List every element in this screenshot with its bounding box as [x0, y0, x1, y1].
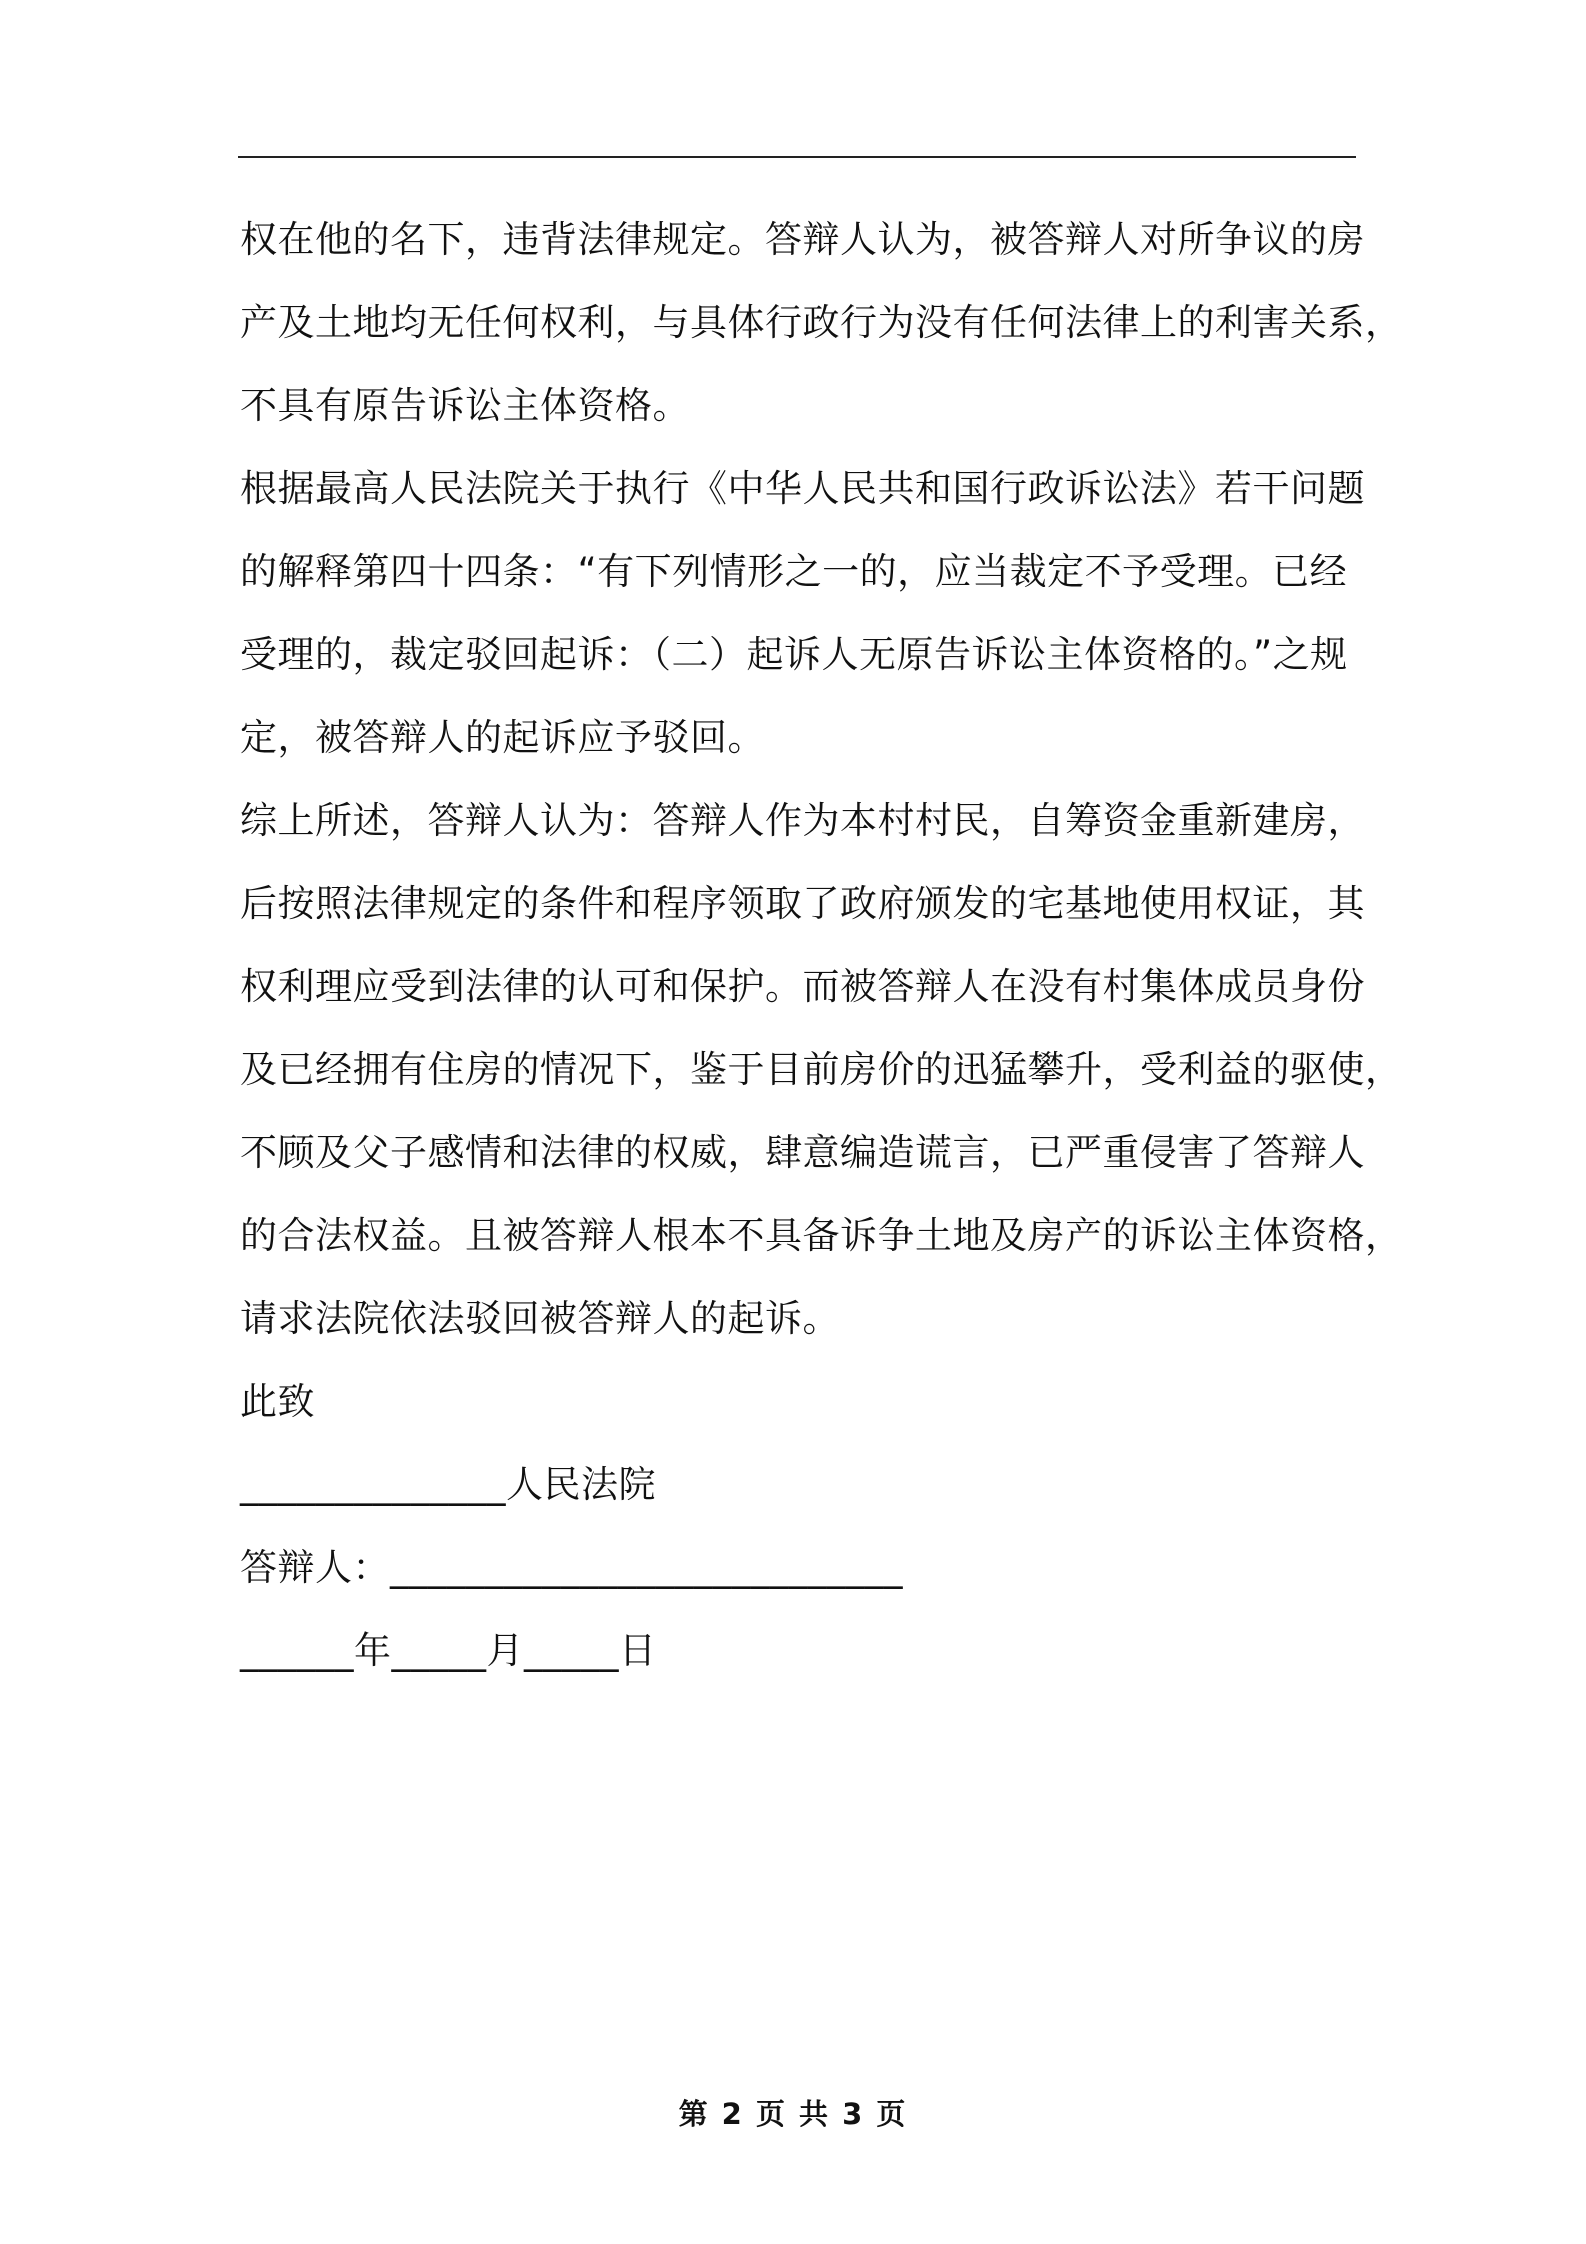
court-recipient-line: ______________人民法院 — [240, 1463, 656, 1506]
body-line: 的解释第四十四条：“有下列情形之一的，应当裁定不予受理。已经 — [240, 550, 1348, 593]
date-line: ______年_____月_____日 — [240, 1629, 657, 1672]
body-line: 受理的，裁定驳回起诉：（二）起诉人无原告诉讼主体资格的。”之规 — [240, 633, 1348, 676]
document-body — [240, 198, 1403, 1692]
body-line: 权利理应受到法律的认可和保护。而被答辩人在没有村集体成员身份 — [240, 965, 1365, 1008]
body-line: 根据最高人民法院关于执行《中华人民共和国行政诉讼法》若干问题 — [240, 467, 1365, 510]
header-rule — [238, 156, 1356, 158]
body-line: 权在他的名下，违背法律规定。答辩人认为，被答辩人对所争议的房 — [240, 218, 1365, 261]
closing-salutation: 此致 — [240, 1380, 315, 1423]
body-line: 后按照法律规定的条件和程序领取了政府颁发的宅基地使用权证，其 — [240, 882, 1365, 925]
body-line: 的合法权益。且被答辩人根本不具备诉争土地及房产的诉讼主体资格， — [240, 1214, 1403, 1257]
body-line: 及已经拥有住房的情况下，鉴于目前房价的迅猛攀升，受利益的驱使， — [240, 1048, 1403, 1091]
body-line: 不具有原告诉讼主体资格。 — [240, 384, 690, 427]
body-line: 定，被答辩人的起诉应予驳回。 — [240, 716, 765, 759]
page-number: 第 2 页 共 3 页 — [678, 2097, 908, 2131]
body-line: 综上所述，答辩人认为：答辩人作为本村村民，自筹资金重新建房， — [240, 799, 1365, 842]
body-line: 产及土地均无任何权利，与具体行政行为没有任何法律上的利害关系， — [240, 301, 1403, 344]
body-line: 请求法院依法驳回被答辩人的起诉。 — [240, 1297, 840, 1340]
respondent-signature-line: 答辩人：___________________________ — [240, 1546, 903, 1589]
body-line: 不顾及父子感情和法律的权威，肆意编造谎言，已严重侵害了答辩人 — [240, 1131, 1365, 1174]
